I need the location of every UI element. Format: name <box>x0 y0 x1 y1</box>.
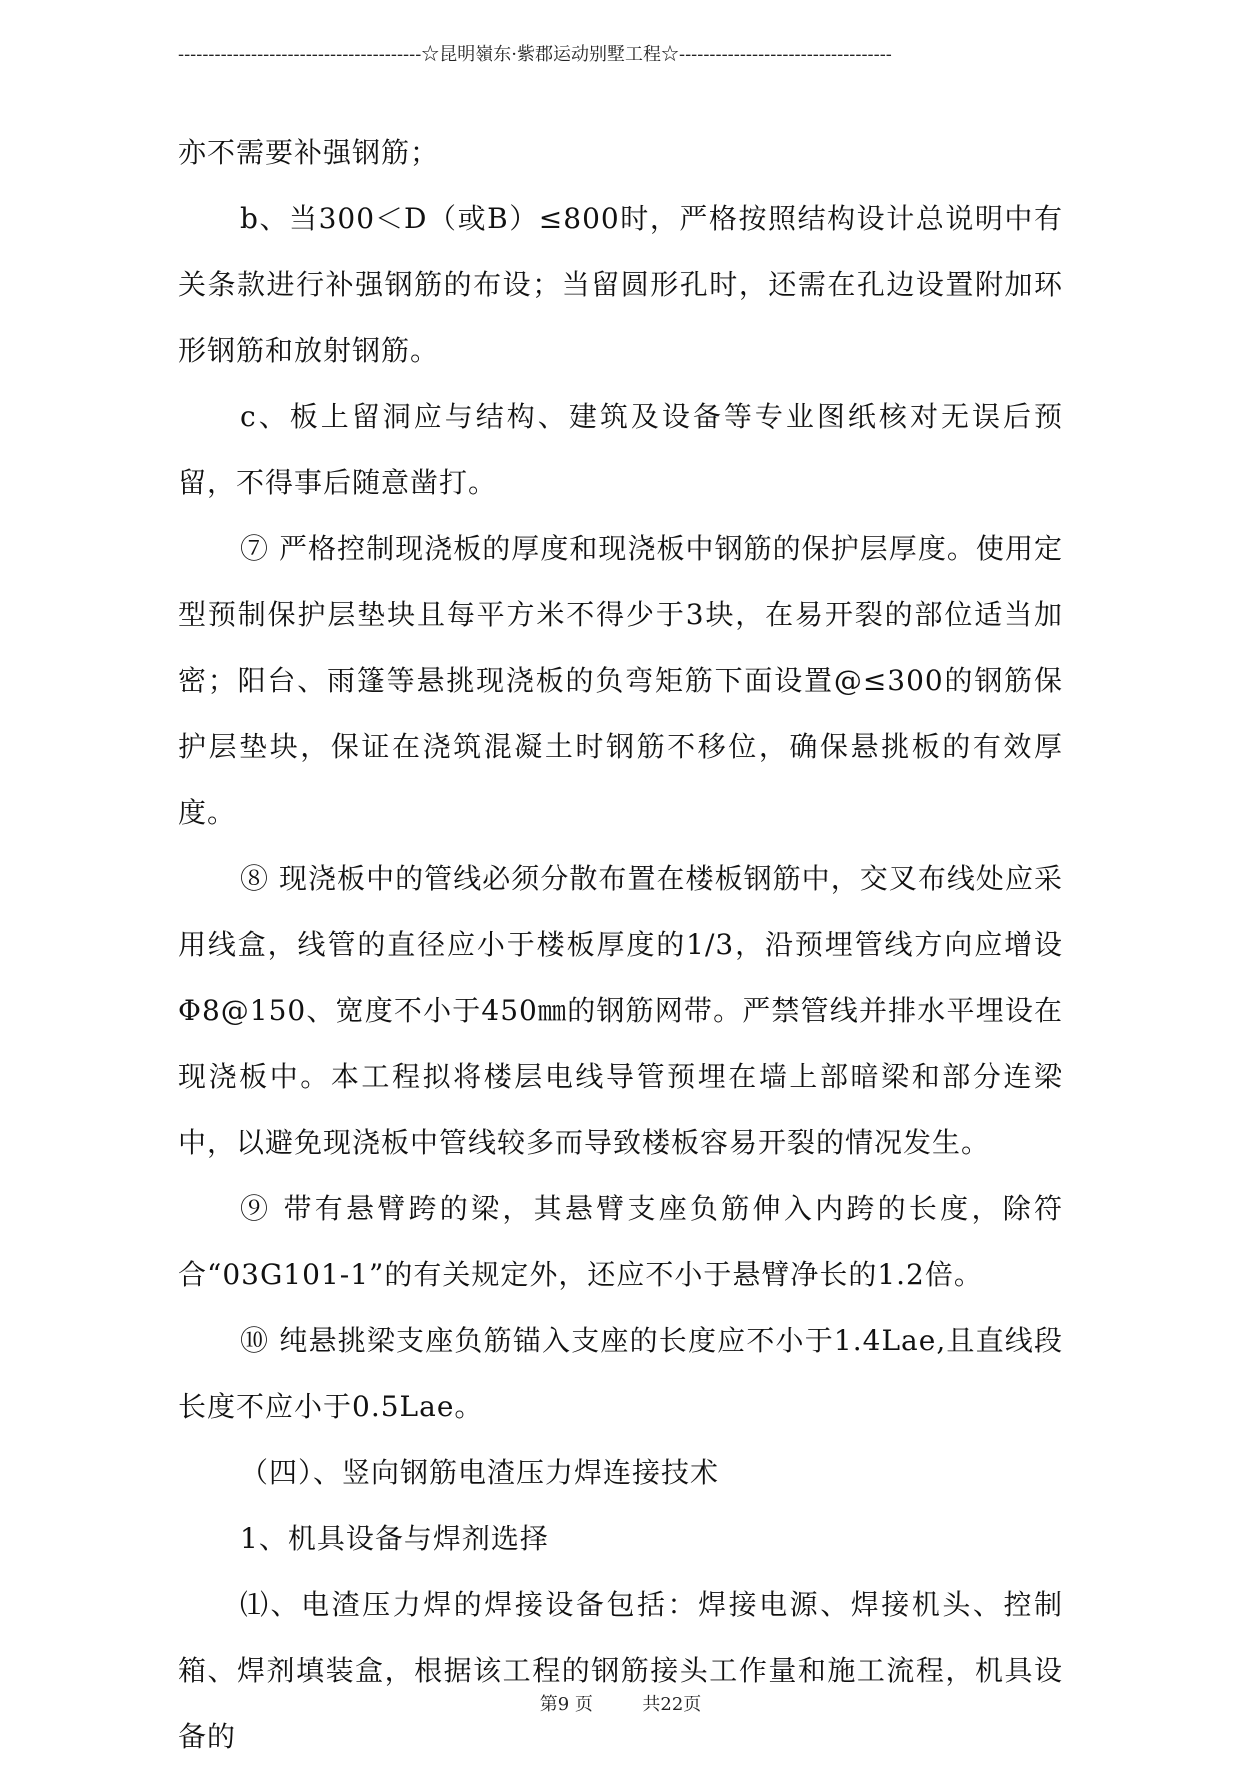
paragraph-4: ⑦ 严格控制现浇板的厚度和现浇板中钢筋的保护层厚度。使用定型预制保护层垫块且每平方米不得少于3块，在易开裂的部位适当加密；阳台、雨篷等悬挑现浇板的负弯矩筋下面设置@≤300的钢筋保护层垫块，保证在浇筑混凝土时钢筋不移位，确保悬挑板的有效厚度。 <box>178 532 1063 829</box>
paragraph-3: c、板上留洞应与结构、建筑及设备等专业图纸核对无误后预留，不得事后随意凿打。 <box>178 400 1063 499</box>
paragraph-2: b、当300＜D（或B）≤800时，严格按照结构设计总说明中有关条款进行补强钢筋的布设；当留圆形孔时，还需在孔边设置附加环形钢筋和放射钢筋。 <box>178 202 1063 367</box>
section-heading: （四）、竖向钢筋电渣压力焊连接技术 <box>240 1456 720 1489</box>
paragraph-5: ⑧ 现浇板中的管线必须分散布置在楼板钢筋中，交叉布线处应采用线盒，线管的直径应小于楼板厚度的1/3，沿预埋管线方向应增设Φ8@150、宽度不小于450㎜的钢筋网带。严禁管线并排水平埋设在现浇板中。本工程拟将楼层电线导管预埋在墙上部暗梁和部分连梁中，以避免现浇板中管线较多而导致楼板容易开裂的情况发生。 <box>178 862 1063 1159</box>
page-number: 第9 页 <box>539 1694 593 1715</box>
subsection-heading: 1、机具设备与焊剂选择 <box>240 1522 549 1555</box>
paragraph-1: 亦不需要补强钢筋； <box>178 136 440 169</box>
page-header: ----------------------------------------☆昆明嶺东·紫郡运动别墅工程☆----------------------------------- <box>178 44 892 65</box>
page-total: 共22页 <box>642 1694 702 1715</box>
paragraph-8: ⑴、电渣压力焊的焊接设备包括：焊接电源、焊接机头、控制箱、焊剂填装盒，根据该工程的钢筋接头工作量和施工流程，机具设备的 <box>178 1588 1063 1753</box>
document-body <box>178 120 1063 1770</box>
paragraph-7: ⑩ 纯悬挑梁支座负筋锚入支座的长度应不小于1.4Lae,且直线段长度不应小于0.5Lae。 <box>178 1324 1063 1423</box>
paragraph-6: ⑨ 带有悬臂跨的梁，其悬臂支座负筋伸入内跨的长度，除符合“03G101-1”的有关规定外，还应不小于悬臂净长的1.2倍。 <box>178 1192 1063 1291</box>
page-footer <box>0 1690 1241 1716</box>
